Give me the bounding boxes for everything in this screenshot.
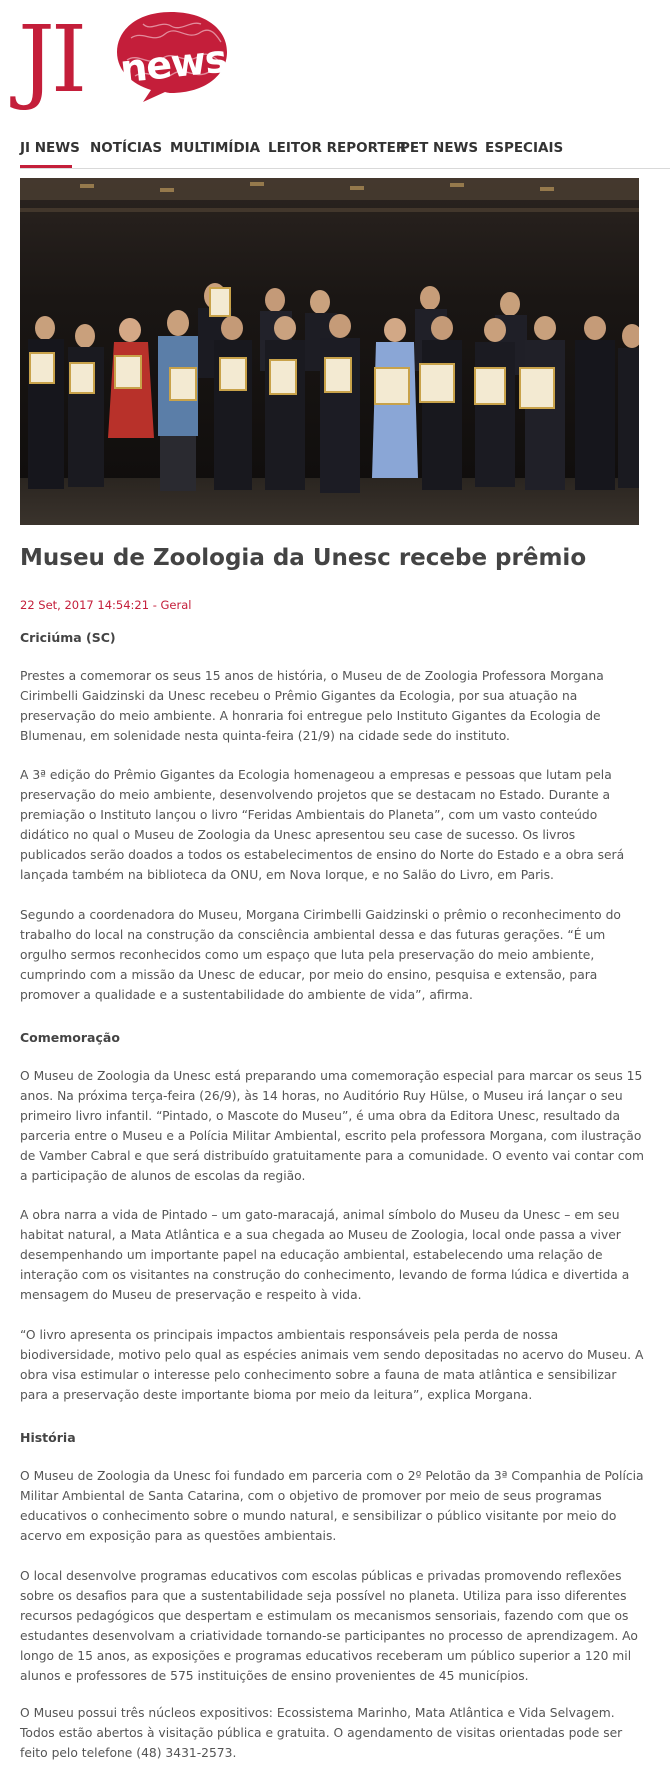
nav-item-especiais[interactable]: ESPECIAIS xyxy=(485,140,564,156)
section-heading-historia: História xyxy=(20,1430,76,1445)
article-photo xyxy=(20,178,639,525)
nav-item-multimidia[interactable]: MULTIMÍDIA xyxy=(170,140,261,156)
article-paragraph: A obra narra a vida de Pintado – um gato-maracajá, animal símbolo do Museu da Unesc – em seu habitat natural, a Mata Atlântica e a sua chegada ao Museu de Zoologia, local onde passa a viver desempenhando um importante papel na educação ambiental, estabelecendo uma relação de interação com os visitantes na construção do conhecimento, levando de forma lúdica e divertida a mensagem do Museu de preservação e respeito à vida. xyxy=(20,1208,630,1302)
nav-item-ji-news[interactable]: JI NEWS xyxy=(20,140,80,156)
article-paragraph: Prestes a comemorar os seus 15 anos de história, o Museu de de Zoologia Professora Morgana Cirimbelli Gaidzinski da Unesc recebeu o Prêmio Gigantes da Ecologia, por sua atuação na preservação do meio ambiente. A honraria foi entregue pelo Instituto Gigantes da Ecologia de Blumenau, em solenidade nesta quinta-feira (21/9) na cidade sede do instituto. xyxy=(20,669,604,743)
article-title: Museu de Zoologia da Unesc recebe prêmio xyxy=(20,545,587,571)
article-paragraph: Segundo a coordenadora do Museu, Morgana Cirimbelli Gaidzinski o prêmio o reconhecimento do trabalho do local na construção da consciência ambiental dessa e das futuras gerações. “É um orgulho sermos reconhecidos como um espaço que luta pela preservação do meio ambiente, cumprindo com a missão da Unesc de educar, por meio do ensino, pesquisa e extensão, para promover a qualidade e a sustentabilidade do ambiente de vida”, afirma. xyxy=(20,908,621,1002)
nav-item-noticias[interactable]: NOTÍCIAS xyxy=(90,140,163,156)
article-paragraph: A 3ª edição do Prêmio Gigantes da Ecologia homenageou a empresas e pessoas que lutam pela preservação do meio ambiente, desenvolvendo projetos que se destacam no Estado. Durante a premiação o Instituto lançou o livro “Feridas Ambientais do Planeta”, com um vasto conteúdo didático no qual o Museu de Zoologia da Unesc apresentou seu case de sucesso. Os livros publicados serão doados a todos os estabelecimentos de ensino do Norte do Estado e a obra será lançada também na biblioteca da ONU, em Nova Iorque, e no Salão do Livro, em Paris. xyxy=(20,768,625,882)
logo-ji-text: JI xyxy=(18,6,84,113)
article-paragraph: “O livro apresenta os principais impactos ambientais responsáveis pela perda de nossa biodiversidade, motivo pelo qual as espécies animais vem sendo depositadas no acervo do Museu. A obra visa estimular o interesse pelo conhecimento sobre a fauna de mata atlântica e sensibilizar para a preservação deste importante bioma por meio da leitura”, explica Morgana. xyxy=(20,1328,644,1402)
nav-item-pet-news[interactable]: PET NEWS xyxy=(400,140,479,156)
article-meta: 22 Set, 2017 14:54:21 - Geral xyxy=(20,598,192,612)
nav-item-leitor-reporter[interactable]: LEITOR REPORTER xyxy=(268,140,407,156)
article-paragraph: O Museu de Zoologia da Unesc foi fundado em parceria com o 2º Pelotão da 3ª Companhia de Polícia Militar Ambiental de Santa Catarina, com o objetivo de promover por meio de seus programas educativos o conhecimento sobre o mundo natural, e sensibilizar o público visitante por meio do acervo em exposição para as questões ambientais. xyxy=(20,1469,644,1543)
award-ceremony-photo xyxy=(20,178,639,525)
article-paragraph: O Museu possui três núcleos expositivos: Ecossistema Marinho, Mata Atlântica e Vida Selvagem. Todos estão abertos à visitação pública e gratuita. O agendamento de visitas orientadas pode ser feito pelo telefone (48) 3431-2573. xyxy=(20,1706,623,1760)
section-heading-comemoracao: Comemoração xyxy=(20,1030,120,1045)
article-paragraph: O Museu de Zoologia da Unesc está preparando uma comemoração especial para marcar os seus 15 anos. Na próxima terça-feira (26/9), às 14 horas, no Auditório Ruy Hülse, o Museu irá lançar o seu primeiro livro infantil. “Pintado, o Mascote do Museu”, é uma obra da Editora Unesc, resultado da parceria entre o Museu e a Polícia Militar Ambiental, escrito pela professora Morgana, com ilustração de Vamber Cabral e que será distribuído gratuitamente para a comunidade. O evento vai contar com a participação de alunos de escolas da região. xyxy=(20,1069,644,1183)
site-logo[interactable] xyxy=(18,6,228,130)
article-paragraph: O local desenvolve programas educativos com escolas públicas e privadas promovendo reflexões sobre os desafios para que a sustentabilidade seja possível no planeta. Utiliza para isso diferentes recursos pedagógicos que despertam e estimulam os mecanismos sensoriais, fazendo com que os estudantes desenvolvam a criatividade tornando-se participantes no processo de aprendizagem. Ao longo de 15 anos, as exposições e programas educativos receberam um público superior a 120 mil alunos e professores de 575 instituições de ensino provenientes de 45 municípios. xyxy=(20,1569,638,1683)
main-navigation xyxy=(20,140,670,170)
logo-news-text: news xyxy=(117,36,229,92)
nav-divider xyxy=(20,168,670,169)
nav-active-indicator xyxy=(20,165,72,168)
article-location: Criciúma (SC) xyxy=(20,630,116,645)
